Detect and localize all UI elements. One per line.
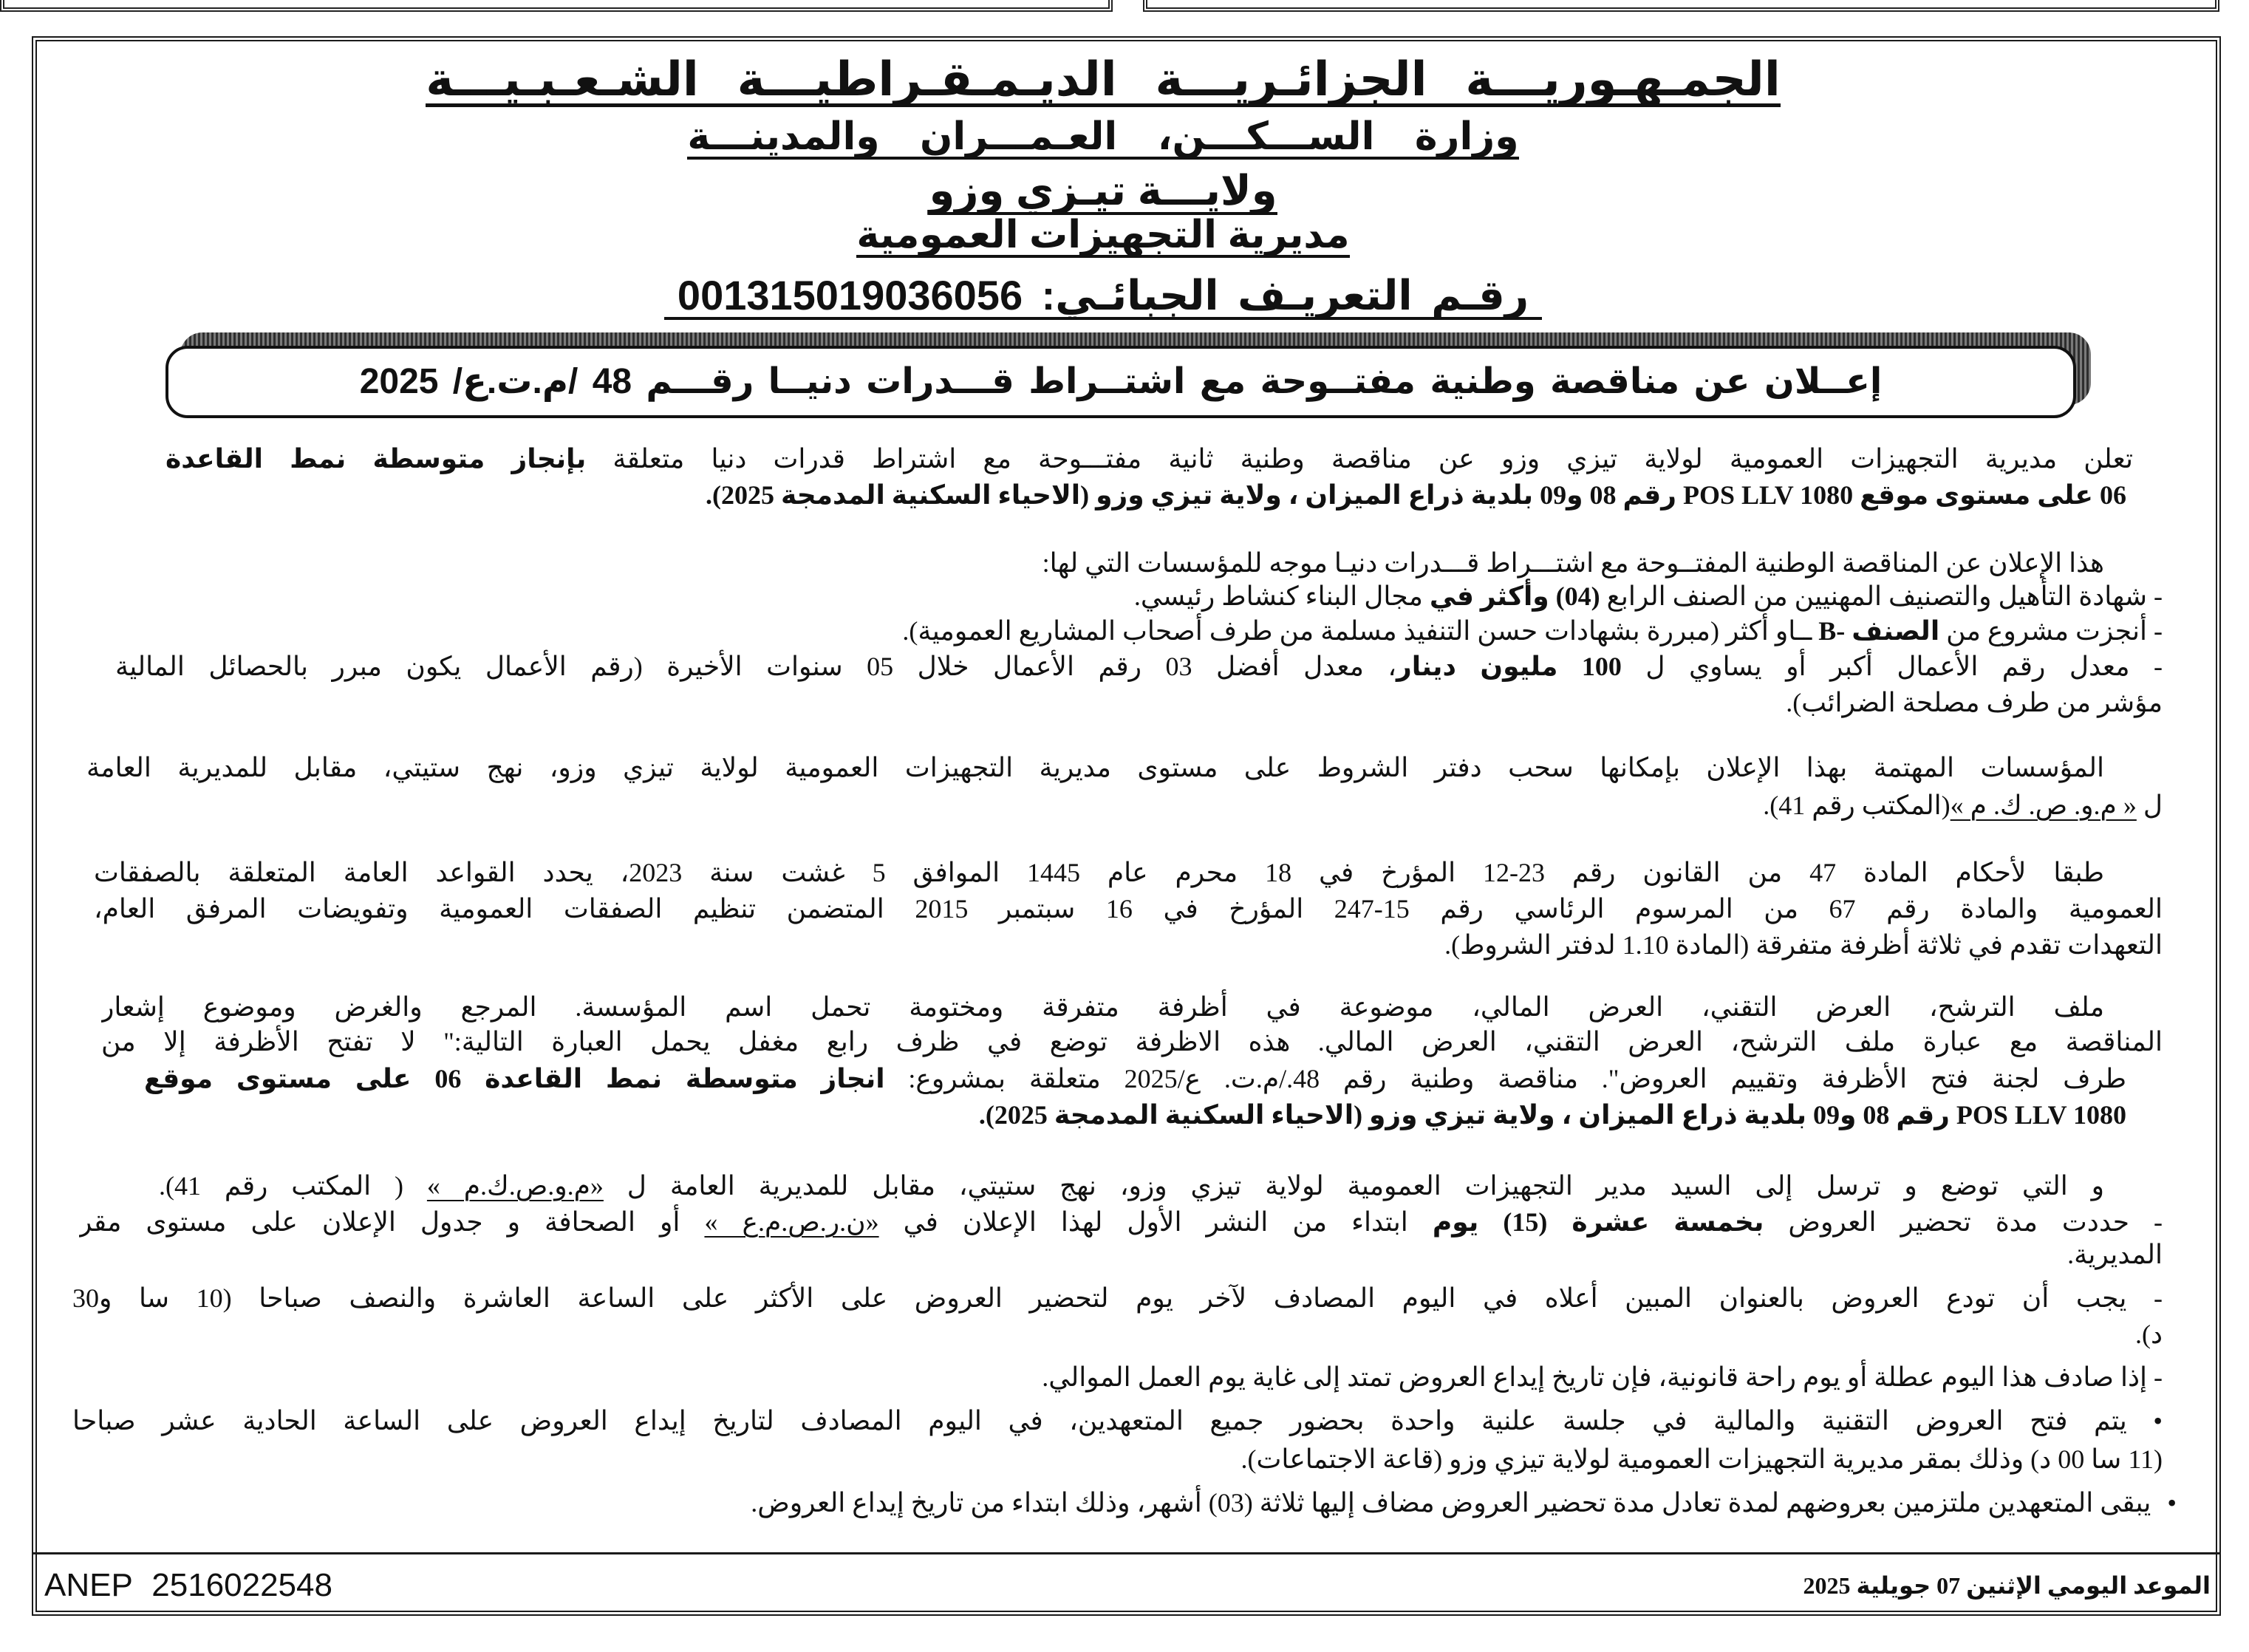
header-tax-id-line	[664, 274, 1542, 320]
body-line	[94, 890, 2163, 927]
body-line	[159, 1167, 2104, 1204]
body-line	[165, 477, 2126, 513]
header-republic	[32, 52, 2174, 107]
announcement-title: إعــلان عن مناقصة وطنية مفتــوحة مع اشتــراط قـــدرات دنيــا رقـــم 48 /م.ت.ع/ 2025	[165, 346, 2076, 418]
line-text: - يجب أن تودع العروض بالعنوان المبين أعلاه في اليوم المصادف لآخر يوم لتحضير العروض على الأكثر على الساعة العاشرة والنصف صباحا (10 سا و30	[72, 1283, 2163, 1313]
header-directorate	[32, 215, 2174, 258]
underlined-abbreviation: « م.و. ص. ك. م »	[1950, 791, 2137, 820]
line-text: العمومية والمادة رقم 67 من المرسوم الرئاسي رقم 15-247 المؤرخ في 16 سبتمبر 2015 المتضمن تنظيم الصفقات العمومية وتفويضات المرفق العام،	[94, 894, 2163, 924]
tax-id-number: 001315019036056	[677, 272, 1023, 318]
body-line	[86, 749, 2104, 786]
list-item	[72, 1280, 2163, 1317]
header-wilaya	[32, 169, 2174, 215]
line-text: - أنجزت مشروع من	[1939, 616, 2163, 646]
footer-divider	[32, 1552, 2221, 1554]
header-ministry-text: وزارة الســـكـــن، العـمـــران والمدينـــة	[687, 115, 1519, 158]
body-line	[94, 854, 2104, 891]
line-text: مؤشر من طرف مصلحة الضرائب).	[1786, 688, 2163, 717]
line-text: ل	[2136, 791, 2163, 820]
body-line	[79, 1441, 2163, 1478]
footer-publication-date: الموعد اليومي الإثنين 07 جويلية 2025	[1803, 1572, 2211, 1599]
line-text: المديرية.	[2067, 1240, 2163, 1269]
list-item	[79, 1359, 2163, 1396]
bold-text: بخمسة عشرة (15) يوم	[1432, 1207, 1764, 1237]
bold-text: بإنجاز متوسطة نمط القاعدة	[165, 444, 587, 474]
line-text: التعهدات تقدم في ثلاثة أظرفة متفرقة (المادة 1.10 لدفتر الشروط).	[1444, 930, 2163, 960]
line-text: ، معدل أفضل 03 رقم الأعمال خلال 05 سنوات الأخيرة (رقم الأعمال يكون مبرر بالحصائل المالية	[115, 652, 1396, 681]
body-line	[165, 440, 2133, 477]
header-tax-id	[32, 274, 2174, 320]
bold-text: 06 على مستوى موقع POS LLV 1080 رقم 08 و09 بلدية ذراع الميزان ، ولاية تيزي وزو (الاحياء السكنية المدمجة 2025).	[705, 480, 2126, 510]
bold-text: POS LLV 1080 رقم 08 و09 بلدية ذراع الميزان ، ولاية تيزي وزو (الاحياء السكنية المدمجة 2025).	[978, 1100, 2126, 1130]
line-text: ( المكتب رقم 41).	[159, 1171, 427, 1201]
line-text: يبقى المتعهدين ملتزمين بعروضهم لمدة تعادل مدة تحضير العروض مضاف إليها ثلاثة (03) أشهر، وذلك ابتداء من تاريخ إيداع العروض.	[751, 1488, 2151, 1518]
line-text: تعلن مديرية التجهيزات العمومية لولاية تيزي وزو عن مناقصة وطنية ثانية مفتـــوحة مع اشتراط قدرات دنيا متعلقة	[586, 444, 2133, 474]
line-text: ــاو أكثر (مبررة بشهادات حسن التنفيذ مسلمة من طرف أصحاب المشاريع العمومية).	[902, 616, 1819, 646]
header-wilaya-text: ولايـــة تيـزي وزو	[929, 167, 1277, 214]
line-text: ابتداء من النشر الأول لهذا الإعلان في	[878, 1207, 1433, 1237]
tax-id-label: رقـم التعريـف الجبائـي:	[1023, 272, 1529, 318]
body-line	[144, 1060, 2126, 1097]
list-item	[79, 612, 2163, 649]
header-directorate-text: مديرية التجهيزات العمومية	[856, 214, 1350, 256]
bold-text: انجاز متوسطة نمط القاعدة 06 على مستوى موقع	[144, 1064, 885, 1093]
body-line	[79, 545, 2104, 581]
body-line	[79, 684, 2163, 721]
list-item	[79, 1484, 2177, 1521]
line-text: أو الصحافة و جدول الإعلان على مستوى مقر	[79, 1207, 705, 1237]
top-right-box	[1143, 0, 2219, 12]
body-line	[79, 1236, 2163, 1273]
top-left-box	[0, 0, 1113, 12]
body-line	[79, 787, 2163, 824]
bold-text: الصنف -B	[1818, 616, 1940, 646]
underlined-abbreviation: «ن.ر.ص.م.ع »	[704, 1207, 879, 1237]
line-text: (11 سا 00 د) وذلك بمقر مديرية التجهيزات العمومية لولاية تيزي وزو (قاعة الاجتماعات).	[1240, 1444, 2163, 1474]
line-text: د).	[2134, 1320, 2163, 1349]
body-line	[101, 989, 2104, 1025]
list-item	[72, 1402, 2163, 1439]
line-text: - شهادة التأهيل والتصنيف المهنيين من الصنف الرابع	[1600, 581, 2163, 611]
list-item	[115, 648, 2163, 685]
bold-text: (04) وأكثر في	[1429, 581, 1600, 611]
line-text: - إذا صادف هذا اليوم عطلة أو يوم راحة قانونية، فإن تاريخ إيداع العروض تمتد إلى غاية يوم العمل الموالي.	[1042, 1362, 2163, 1392]
line-text: - حددت مدة تحضير العروض	[1764, 1207, 2163, 1237]
body-line	[79, 1096, 2126, 1133]
body-line	[79, 926, 2163, 963]
line-text: و التي توضع و ترسل إلى السيد مدير التجهيزات العمومية لولاية تيزي وزو، نهج ستيتي، مقابل للمديرية العامة ل	[603, 1171, 2104, 1201]
body-line	[101, 1023, 2163, 1060]
line-text: المناقصة مع عبارة ملف الترشح، العرض التقني، العرض المالي. هذه الاظرفة توضع في ظرف رابع مغفل يحمل العبارة التالية:" لا تفتح الأظرفة إلا من	[101, 1027, 2163, 1057]
line-text: مجال البناء كنشاط رئيسي.	[1133, 581, 1430, 611]
line-text: (المكتب رقم 41).	[1763, 791, 1951, 820]
bold-text: 100 مليون دينار	[1396, 652, 1622, 681]
line-text: هذا الإعلان عن المناقصة الوطنية المفتــوحة مع اشتـــراط قـــدرات دنيـا موجه للمؤسسات التي لها:	[1042, 548, 2104, 578]
line-text: ملف الترشح، العرض التقني، العرض المالي، موضوعة في أظرفة متفرقة ومختومة تحمل اسم المؤسسة. المرجع والغرض وموضوع إشعار	[101, 992, 2104, 1022]
footer-anep-reference: ANEP 2516022548	[44, 1567, 332, 1603]
list-item	[79, 1204, 2163, 1240]
line-text: - معدل رقم الأعمال أكبر أو يساوي ل	[1621, 652, 2163, 681]
list-item	[79, 578, 2163, 615]
line-text: • يتم فتح العروض التقنية والمالية في جلسة علنية واحدة بحضور جميع المتعهدين، في اليوم المصادف لتاريخ إيداع العروض على الساعة الحادية عشر صباحا	[72, 1406, 2163, 1436]
header-republic-text: الجمـهـوريـــة الجزائـريـــة الديـمـقـراطيـــة الشـعـبـيـــة	[426, 52, 1781, 106]
underlined-abbreviation: «م.و.ص.ك.م »	[426, 1171, 604, 1201]
line-text: المؤسسات المهتمة بهذا الإعلان بإمكانها سحب دفتر الشروط على مستوى مديرية التجهيزات العمومية لولاية تيزي وزو، نهج ستيتي، مقابل للمديرية العامة	[86, 753, 2104, 782]
bullet-icon: •	[2167, 1488, 2177, 1518]
line-text: طبقا لأحكام المادة 47 من القانون رقم 23-12 المؤرخ في 18 محرم عام 1445 الموافق 5 غشت سنة 2023، يحدد القواعد العامة المتعلقة بالصفقات	[94, 858, 2104, 887]
body-line	[79, 1316, 2163, 1353]
line-text: طرف لجنة فتح الأظرفة وتقييم العروض". مناقصة وطنية رقم 48./م.ت. ع/2025 متعلقة بمشروع:	[884, 1064, 2126, 1093]
header-ministry	[32, 117, 2174, 160]
